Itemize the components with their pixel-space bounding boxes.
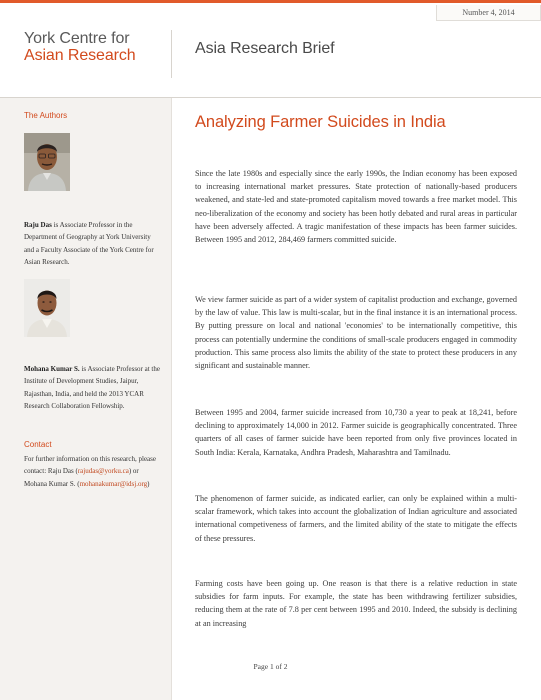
paragraph-3: Between 1995 and 2004, farmer suicide increased from 10,730 a year to peak at 18,241, before declining to approximately 14,000 in 2012. Farmer suicide is geographically concentrated. Three quarters of all cases of farmer suicide have been reported from only five provinces located in South India: Kerala, Karnataka, Andhra Pradesh, Maharashtra and Tamilnadu. [195,408,517,457]
email-link-mohana-kumar[interactable]: mohanakumar@idsj.org [79,479,148,488]
contact-info [24,453,162,490]
author-bio-text: is Associate Professor at the Institute of Development Studies, Jaipur, Rajasthan, India, and held the 2013 YCAR Research Collaboration Fellowship. [24,365,160,410]
paragraph-5: Farming costs have been going up. One reason is that there is a relative reduction in state subsidies for farm inputs. For example, the state has been withdrawing fertilizer subsidies, reducing them at the rate of 7.8 per cent between 1995 and 2010. Indeed, the subsidy is declining at an increasing [195,579,517,628]
author-bio-text: is Associate Professor in the Department of Geography at York University and a Faculty Associate of the York Centre for Asian Research. [24,221,154,266]
author-name: Mohana Kumar S. [24,365,80,373]
paragraph-2: We view farmer suicide as part of a wider system of capitalist production and exchange, governed by the law of value. This law is multi-scalar, but in the final instance it is an international process. By putting pressure on local and national 'economies' to be internationally competitive, this process can potentially undermine the conditions of small-scale producers engaged in commodity production. This same process also limits the ability of the state to protect these producers in any significant and sustainable manner. [195,295,517,371]
top-accent-bar [0,0,541,3]
email-link-raju-das[interactable]: rajudas@yorku.ca [77,467,129,476]
author-bio-mohana-kumar [24,363,162,412]
author-name: Raju Das [24,221,52,229]
author-bio-raju-das [24,219,162,268]
paragraph-4: The phenomenon of farmer suicide, as indicated earlier, can only be explained within a multi-scalar framework, which takes into account the globalization of Indian agriculture and associated international competiveness of farmers, and the limited ability of the state to mitigate the effects of these pressures. [195,494,517,543]
contact-text: ) [147,479,150,488]
logo-line-1: York Centre for [24,30,130,47]
author-photo-mohana-kumar [24,279,70,337]
logo-line-2: Asian Research [24,47,136,64]
authors-heading: The Authors [24,111,68,120]
publication-title: Asia Research Brief [195,40,335,57]
author-photo-raju-das [24,133,70,191]
issue-number: Number 4, 2014 [436,5,541,21]
page-number: Page 1 of 2 [253,662,288,671]
header-divider [171,30,172,78]
paragraph-1: Since the late 1980s and especially since the early 1990s, the Indian economy has been exposed to increasing international market pressures. State protection of nationally-based producers weakened, and state-led and state-promoted capitalism moved towards a free market model. This neo-liberalization of the economy and society has been hotly debated and rural areas in particular have been adversely affected. A tragic manifestation of these impacts has been farmer suicides. Between 1995 and 2012, 284,469 farmers committed suicide. [195,169,517,245]
article-title: Analyzing Farmer Suicides in India [195,113,446,131]
contact-text: For further information on this research, please contact: Raju Das ( [24,455,156,476]
contact-text: ) or Mohana Kumar S. ( [24,467,139,488]
sidebar-divider [171,98,172,700]
ycar-logo[interactable] [24,30,136,64]
contact-heading: Contact [24,440,52,449]
